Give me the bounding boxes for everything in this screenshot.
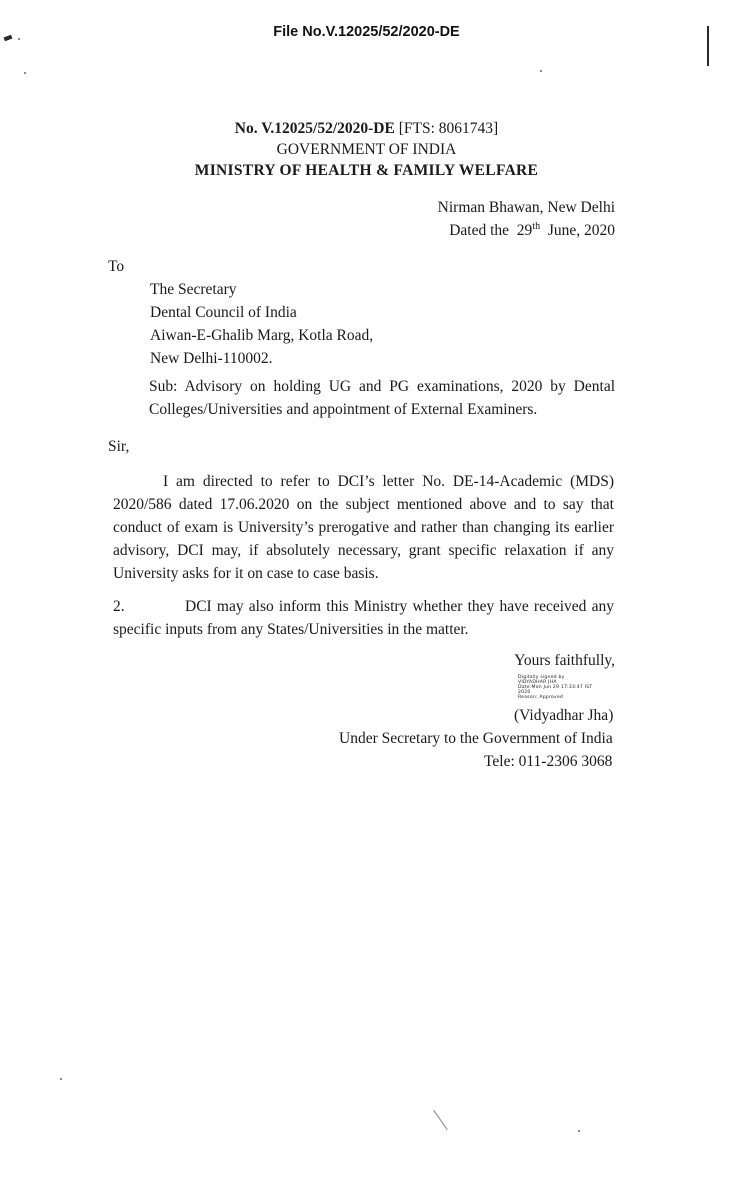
address-line: New Delhi-110002. [150,350,273,367]
scan-dot [540,70,542,72]
subject-line: Sub: Advisory on holding UG and PG examinations, 2020 by Dental Colleges/Universities and appointment of External Examiners. [149,378,615,418]
address-line: Dental Council of India [150,304,297,321]
digital-signature-line: Reason: Approved [518,695,563,700]
place-date-block [438,196,615,242]
signer-designation: Under Secretary to the Government of India [339,730,613,747]
digital-signature-line: Digitally signed by [518,675,565,680]
place: Nirman Bhawan, New Delhi [437,199,615,216]
digital-signature-line: Date:Mon Jun 29 17:33:47 IST [518,685,593,690]
scan-mark-bottom [433,1110,448,1130]
paragraph-2-text: DCI may also inform this Ministry whether they have received any specific inputs from any States/Universities in the matter. [113,598,614,638]
to-label: To [108,258,125,275]
paragraph-number: 2. [113,598,125,615]
body-paragraph-1: I am directed to refer to DCI’s letter No. DE-14-Academic (MDS) 2020/586 dated 17.06.2020 on the subject mentioned above and to say that conduct of exam is University’s prerogative and rather than changing its earlier advisory, DCI may, if absolutely necessary, grant specific relaxation if any University asks for it on case to case basis. [113,473,614,582]
file-number-header: File No.V.12025/52/2020-DE [273,24,460,40]
fts-number: [FTS: 8061743] [398,120,499,137]
government-line: GOVERNMENT OF INDIA [276,141,457,158]
closing: Yours faithfully, [514,652,615,669]
letter-heading [0,118,733,181]
digital-signature-line: VIDYADHAR JHA [518,680,557,685]
signer-telephone: Tele: 011-2306 3068 [484,753,613,770]
salutation: Sir, [108,438,130,455]
date-line [438,219,615,242]
ministry-line: MINISTRY OF HEALTH & FAMILY WELFARE [194,162,539,179]
date-superscript: th [532,221,541,232]
signer-name: (Vidyadhar Jha) [514,707,614,724]
recipient-address [150,278,373,370]
scan-dot [60,1078,62,1080]
reference-number: No. V.12025/52/2020-DE [234,120,395,137]
body-paragraph-2 [113,595,614,641]
address-line: The Secretary [150,281,237,298]
date-prefix: Dated the 29 [449,222,533,239]
date-suffix: June, 2020 [540,222,615,239]
digital-signature-line: 2020 [518,690,531,695]
address-line: Aiwan-E-Ghalib Marg, Kotla Road, [150,327,374,344]
scan-dot [578,1130,580,1132]
digital-signature-stamp [518,675,618,700]
scan-dot [24,72,26,74]
reference-line [0,118,733,139]
